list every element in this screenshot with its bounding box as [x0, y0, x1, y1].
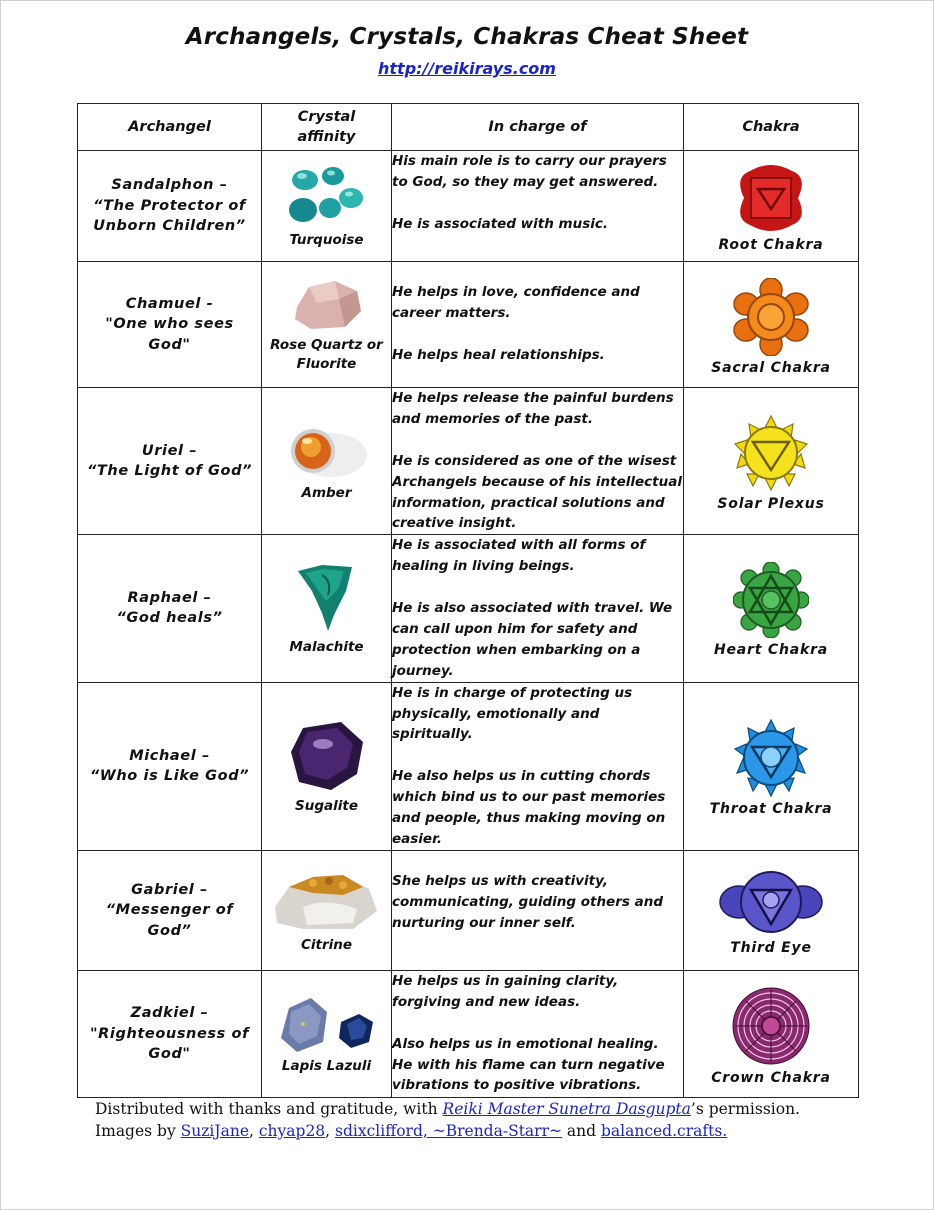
chakra-name: Throat Chakra [709, 801, 833, 818]
archangel-name: Chamuel - [125, 295, 214, 312]
crystal-name-cont: Fluorite [296, 356, 357, 372]
crystal-cell [262, 388, 392, 535]
charge-paragraph-2: He is associated with music. [392, 215, 609, 232]
footer-credits [95, 1098, 800, 1142]
in-charge-cell [392, 151, 684, 262]
archangel-title-cont: God” [147, 922, 192, 939]
chakra-name: Solar Plexus [717, 496, 825, 513]
charge-paragraph-1: She helps us with creativity, communicating, guiding others and nurturing our inner self. [392, 872, 663, 931]
archangel-title: “The Protector of [93, 197, 246, 214]
archangel-title-cont: Unborn Children” [93, 218, 246, 235]
crystal-name: Malachite [289, 639, 364, 656]
archangel-cell [78, 970, 262, 1097]
crown-chakra-icon [731, 986, 811, 1066]
crystal-cell [262, 682, 392, 850]
credit-separator: , [249, 1122, 259, 1140]
column-crystal-line2: affinity [297, 129, 356, 145]
in-charge-cell [392, 850, 684, 970]
in-charge-cell [392, 970, 684, 1097]
archangel-title: “Who is Like God” [89, 768, 250, 785]
charge-paragraph-2: He is considered as one of the wisest Archangels because of his intellectual information, practical solutions and creative insight. [392, 452, 682, 532]
archangel-title: "Righteousness of [89, 1025, 249, 1042]
in-charge-cell [392, 682, 684, 850]
amber-stone-image [285, 421, 369, 481]
lapis-lazuli-stone-image [277, 994, 377, 1054]
archangel-name: Raphael – [127, 589, 212, 606]
site-link-line [0, 59, 934, 78]
column-in-charge-of: In charge of [392, 104, 684, 151]
crystal-name: Amber [301, 485, 352, 502]
crystal-name: Citrine [300, 937, 353, 954]
credit-separator: and [561, 1122, 601, 1140]
archangel-title-cont: God" [148, 1046, 191, 1063]
credit-sdixclifford-link[interactable]: sdixclifford, ~Brenda-Starr~ [335, 1122, 562, 1140]
chakra-cell [684, 970, 859, 1097]
footer-prefix: Distributed with thanks and gratitude, with [95, 1100, 443, 1118]
archangel-title: “God heals” [116, 610, 223, 627]
in-charge-cell [392, 262, 684, 388]
table-row-gabriel [78, 850, 859, 970]
citrine-stone-image [273, 867, 381, 933]
crystal-cell [262, 262, 392, 388]
archangel-name: Sandalphon – [111, 177, 228, 194]
archangel-cell [78, 388, 262, 535]
footer-line-1 [95, 1098, 800, 1120]
column-archangel: Archangel [78, 104, 262, 151]
chakra-name: Crown Chakra [711, 1069, 831, 1086]
archangel-cell [78, 535, 262, 682]
credit-separator: , [325, 1122, 336, 1140]
turquoise-stone-image [285, 164, 369, 228]
archangel-title: "One who sees [105, 316, 234, 333]
chakra-name: Heart Chakra [713, 642, 829, 659]
chakra-cell [684, 850, 859, 970]
charge-paragraph-1: He helps in love, confidence and career matters. [392, 284, 640, 321]
archangel-name: Michael – [129, 747, 210, 764]
chakra-name: Third Eye [730, 940, 812, 957]
table-row-zadkiel [78, 970, 859, 1097]
footer-line-2 [95, 1120, 800, 1142]
charge-paragraph-2: He helps heal relationships. [392, 346, 605, 363]
archangel-cell [78, 850, 262, 970]
charge-paragraph-2: He is also associated with travel. We can call upon him for safety and protection when embarking on a journey. [392, 600, 673, 679]
third-eye-icon [719, 868, 823, 936]
archangel-title-cont: God" [148, 336, 191, 353]
archangel-name: Uriel – [141, 442, 198, 459]
chakra-cell [684, 682, 859, 850]
cheat-sheet-table [77, 103, 859, 1098]
throat-chakra-icon [732, 719, 810, 797]
table-row-uriel [78, 388, 859, 535]
archangel-name: Zadkiel – [130, 1005, 209, 1022]
footer-suffix: ’s permission. [690, 1100, 800, 1118]
heart-chakra-icon [733, 562, 809, 638]
column-crystal-line1: Crystal [297, 109, 356, 125]
charge-paragraph-1: He is in charge of protecting us physically, emotionally and spiritually. [392, 684, 633, 743]
malachite-stone-image [292, 561, 362, 635]
sacral-chakra-icon [730, 278, 812, 356]
images-by-label: Images by [95, 1122, 181, 1140]
chakra-cell [684, 388, 859, 535]
column-crystal-affinity [262, 104, 392, 151]
column-chakra: Chakra [684, 104, 859, 151]
reiki-master-link[interactable]: Reiki Master Sunetra Dasgupta [442, 1100, 691, 1118]
archangel-title: “Messenger of [105, 902, 234, 919]
chakra-name: Root Chakra [718, 237, 824, 253]
credit-balanced-crafts-link[interactable]: balanced.crafts. [600, 1122, 728, 1140]
chakra-cell [684, 262, 859, 388]
page-title: Archangels, Crystals, Chakras Cheat Sheet [185, 24, 749, 50]
chakra-cell [684, 535, 859, 682]
archangel-title: “The Light of God” [86, 463, 253, 480]
table-header-row [78, 104, 859, 151]
charge-paragraph-1: His main role is to carry our prayers to God, so they may get answered. [392, 153, 667, 190]
charge-paragraph-2: He also helps us in cutting chords which bind us to our past memories and people, thus making moving on easier. [392, 768, 666, 847]
table-row-michael [78, 682, 859, 850]
crystal-cell [262, 151, 392, 262]
archangel-cell [78, 682, 262, 850]
table-row-sandalphon [78, 151, 859, 262]
crystal-name: Turquoise [289, 232, 364, 248]
archangel-cell [78, 262, 262, 388]
charge-paragraph-2: Also helps us in emotional healing. He with his flame can turn negative vibrations to positive vibrations. [392, 1035, 665, 1094]
charge-paragraph-1: He helps release the painful burdens and memories of the past. [392, 390, 674, 427]
chakra-cell [684, 151, 859, 262]
table-row-raphael [78, 535, 859, 682]
chakra-name: Sacral Chakra [711, 359, 831, 376]
archangel-name: Gabriel – [131, 881, 208, 898]
credit-suzijane-link[interactable]: SuziJane [180, 1122, 249, 1140]
solar-plexus-icon [731, 414, 811, 492]
crystal-cell [262, 970, 392, 1097]
crystal-cell [262, 850, 392, 970]
crystal-name: Sugalite [295, 798, 358, 815]
charge-paragraph-1: He helps us in gaining clarity, forgiving and new ideas. [392, 972, 619, 1010]
root-chakra-icon [736, 163, 806, 233]
in-charge-cell [392, 388, 684, 535]
table-row-chamuel [78, 262, 859, 388]
crystal-cell [262, 535, 392, 682]
archangel-cell [78, 151, 262, 262]
sugalite-stone-image [287, 718, 367, 794]
credit-chyap28-link[interactable]: chyap28 [258, 1122, 326, 1140]
in-charge-cell [392, 535, 684, 682]
site-link[interactable]: http://reikirays.com [378, 59, 556, 78]
crystal-name: Rose Quartz or [270, 337, 383, 353]
rose-quartz-stone-image [287, 277, 367, 333]
charge-paragraph-1: He is associated with all forms of healing in living beings. [392, 537, 646, 575]
crystal-name: Lapis Lazuli [281, 1057, 372, 1074]
